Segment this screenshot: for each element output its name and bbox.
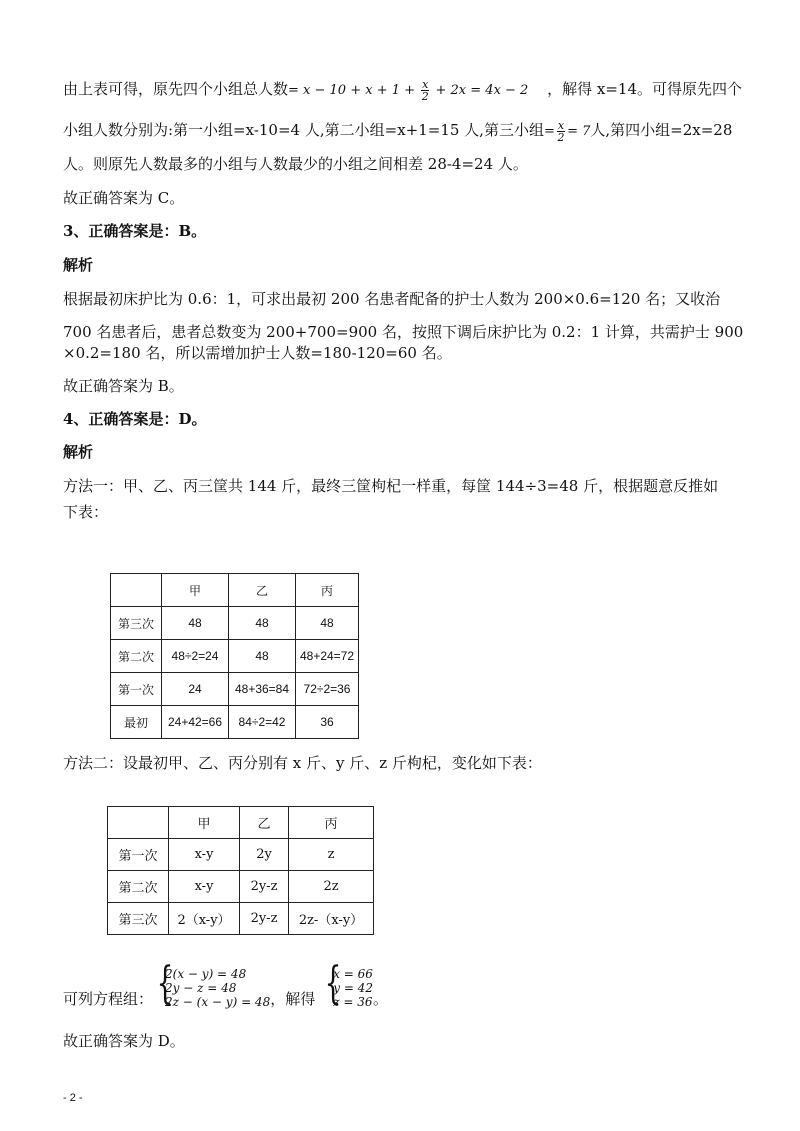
paragraph-line: 下表：: [63, 503, 109, 521]
table-cell: 第二次: [111, 640, 162, 673]
table-cell: x-y: [169, 839, 240, 871]
paragraph-line: 人。则原先人数最多的小组与人数最少的小组之间相差 28-4=24 人。: [63, 155, 528, 173]
fraction-numerator: x: [557, 119, 565, 132]
formula-part: = 7: [567, 124, 591, 139]
paragraph-line: [63, 119, 732, 143]
table-cell: 第三次: [108, 903, 169, 935]
answer-line: 故正确答案为 C。: [63, 189, 185, 207]
analysis-label: 解析: [63, 256, 94, 274]
equation: y = 42: [333, 981, 373, 995]
answer-line: 故正确答案为 B。: [63, 377, 184, 395]
table-row: [108, 903, 374, 935]
table-cell: 48+36=84: [229, 673, 296, 706]
table-cell: 最初: [111, 706, 162, 739]
table-cell: 乙: [240, 807, 289, 839]
table-cell: 24: [162, 673, 229, 706]
table-cell: [108, 807, 169, 839]
table-header-row: [108, 807, 374, 839]
equation: { 2(x − y) = 48: [165, 967, 247, 981]
table-cell: 乙: [229, 574, 296, 607]
table-cell: 72÷2=36: [296, 673, 359, 706]
table-cell: 2（x-y）: [169, 903, 240, 935]
table-cell: 48: [229, 607, 296, 640]
formula-part: + 2x = 4x − 2: [431, 83, 529, 98]
table-cell: [111, 574, 162, 607]
text: 人,第四小组=2x=28: [590, 121, 733, 139]
formula: [543, 119, 591, 144]
table-cell: 48: [162, 607, 229, 640]
fraction-denominator: 2: [421, 90, 429, 103]
equation: 2z − (x − y) = 48: [165, 995, 271, 1009]
fraction: [421, 79, 429, 102]
table-row: [111, 706, 359, 739]
fraction-numerator: x: [422, 78, 429, 91]
table-cell: 丙: [289, 807, 374, 839]
analysis-label: 解析: [63, 443, 94, 461]
table-cell: 24+42=66: [162, 706, 229, 739]
table-cell: 第三次: [111, 607, 162, 640]
formula-part: = x − 10 + x + 1 +: [288, 83, 420, 98]
paragraph-line: 方法一：甲、乙、丙三筐共 144 斤，最终三筐枸杞一样重，每筐 144÷3=48 斤，根据题意反推如: [63, 477, 719, 495]
table-cell: 丙: [296, 574, 359, 607]
paragraph-line: 方法二：设最初甲、乙、丙分别有 x 斤、y 斤、z 斤枸杞，变化如下表：: [63, 754, 542, 772]
table-cell: 甲: [162, 574, 229, 607]
table-cell: 36: [296, 706, 359, 739]
equation: z = 36: [333, 995, 373, 1009]
table-row: [111, 607, 359, 640]
table-cell: 2y-z: [240, 871, 289, 903]
table-cell: 甲: [169, 807, 240, 839]
table-cell: 2y-z: [240, 903, 289, 935]
table-row: [111, 640, 359, 673]
table-cell: x-y: [169, 871, 240, 903]
table-cell: 第一次: [108, 839, 169, 871]
table-cell: 48+24=72: [296, 640, 359, 673]
text: 。: [372, 990, 388, 1008]
table-cell: 第二次: [108, 871, 169, 903]
paragraph-line: 700 名患者后，患者总数变为 200+700=900 名，按照下调后床护比为 0.2：1 计算，共需护士 900: [63, 323, 744, 341]
table-row: [108, 839, 374, 871]
solution-system: [321, 967, 373, 1009]
table-cell: 48: [296, 607, 359, 640]
text: 小组人数分别为:第一小组=x-10=4 人,第二小组=x+1=15 人,第三小组: [63, 121, 544, 139]
table-cell: 2z: [289, 871, 374, 903]
table-cell: 2z-（x-y）: [289, 903, 374, 935]
page-number: - 2 -: [63, 1092, 83, 1104]
equation: { x = 66: [333, 967, 373, 981]
variable-table: [107, 806, 374, 935]
paragraph-line: [63, 78, 742, 102]
text: 可列方程组：: [63, 990, 154, 1008]
question-heading: 3、正确答案是：B。: [63, 222, 207, 240]
table-cell: 第一次: [111, 673, 162, 706]
table-row: [108, 871, 374, 903]
table-cell: 48÷2=24: [162, 640, 229, 673]
formula-part: =: [543, 124, 555, 139]
equation-system: [153, 967, 270, 1009]
table-cell: z: [289, 839, 374, 871]
equation-line: [63, 958, 388, 1009]
table-cell: 84÷2=42: [229, 706, 296, 739]
reverse-table: [110, 573, 359, 739]
formula: [288, 78, 529, 103]
text: 由上表可得，原先四个小组总人数: [63, 80, 289, 98]
fraction: [557, 120, 565, 143]
question-heading: 4、正确答案是：D。: [63, 410, 207, 428]
table-cell: 48: [229, 640, 296, 673]
text: ，解得 x=14。可得原先四个: [547, 80, 742, 98]
table-row: [111, 673, 359, 706]
paragraph-line: ×0.2=180 名，所以需增加护士人数=180-120=60 名。: [63, 344, 452, 362]
text: ，解得: [270, 990, 316, 1008]
fraction-denominator: 2: [557, 131, 565, 144]
equation: 2y − z = 48: [165, 981, 237, 995]
table-header-row: [111, 574, 359, 607]
answer-line: 故正确答案为 D。: [63, 1032, 185, 1050]
paragraph-line: 根据最初床护比为 0.6：1，可求出最初 200 名患者配备的护士人数为 200×0.6=120 名；又收治: [63, 290, 721, 308]
table-cell: 2y: [240, 839, 289, 871]
